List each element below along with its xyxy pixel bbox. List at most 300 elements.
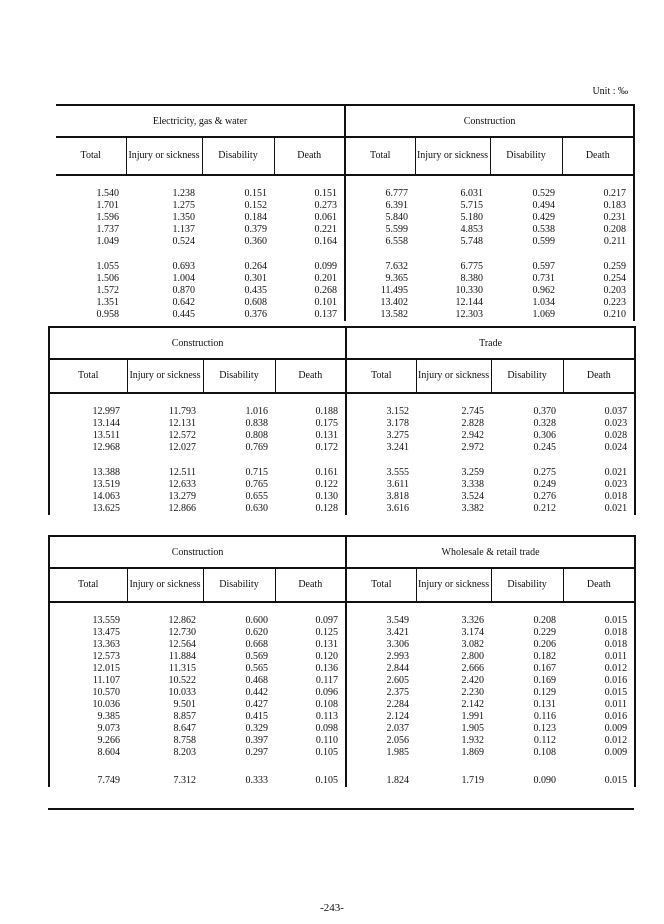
table-cell: 3.326 xyxy=(461,615,485,626)
table-cell: 1.069 xyxy=(532,309,555,320)
table-cell: 0.245 xyxy=(533,442,557,453)
table-cell: 0.105 xyxy=(275,775,346,787)
table-cell: 6.558 xyxy=(385,236,408,247)
table-cell: 0.016 xyxy=(563,711,635,723)
table-cell: 12.572 xyxy=(168,430,196,441)
table-cell: 0.131 xyxy=(533,699,557,710)
table-bottom-rule xyxy=(48,808,634,810)
table-cell: 0.101 xyxy=(274,297,345,309)
table-cell: 0.105 xyxy=(275,747,346,759)
table-cell: 13.279 xyxy=(168,491,196,502)
table-cell: 5.715 xyxy=(460,200,483,211)
table-cell: 3.549 xyxy=(386,615,410,626)
table-cell: 12.564 xyxy=(168,639,196,650)
table-row xyxy=(49,735,635,747)
table-row xyxy=(49,418,635,430)
table-cell: 0.116 xyxy=(533,711,557,722)
table-row xyxy=(49,406,635,418)
table-cell: 0.011 xyxy=(563,651,635,663)
table-panel-1 xyxy=(56,104,635,321)
table-cell: 8.203 xyxy=(173,747,196,758)
table-cell: 10.570 xyxy=(49,687,127,699)
col-injury: Injury or sickness xyxy=(415,137,490,175)
table-cell: 2.800 xyxy=(461,651,485,662)
panel-1-right-title: Construction xyxy=(345,105,634,137)
table-cell: 3.616 xyxy=(386,503,410,514)
table-cell: 0.765 xyxy=(245,479,268,490)
table-row xyxy=(49,430,635,442)
table-cell: 12.573 xyxy=(49,651,127,663)
table-cell: 5.748 xyxy=(460,236,483,247)
table-row xyxy=(49,479,635,491)
table-cell: 0.838 xyxy=(245,418,268,429)
table-row xyxy=(56,212,634,224)
col-disability: Disability xyxy=(202,137,274,175)
col-total: Total xyxy=(346,359,416,393)
table-cell: 0.445 xyxy=(172,309,195,320)
table-cell: 2.056 xyxy=(386,735,410,746)
table-row xyxy=(49,711,635,723)
table-cell: 0.110 xyxy=(275,735,346,747)
table-cell: 0.012 xyxy=(563,735,635,747)
table-cell: 0.415 xyxy=(245,711,268,722)
table-cell: 3.818 xyxy=(386,491,410,502)
table-row xyxy=(49,442,635,454)
table-row xyxy=(56,236,634,248)
table-cell: 0.201 xyxy=(274,273,345,285)
table-cell: 0.264 xyxy=(244,261,267,272)
table-cell: 0.221 xyxy=(274,224,345,236)
table-cell: 13.511 xyxy=(49,430,127,442)
table-cell: 2.124 xyxy=(386,711,410,722)
table-row xyxy=(49,627,635,639)
table-cell: 9.501 xyxy=(173,699,196,710)
table-cell: 0.731 xyxy=(532,273,555,284)
table-cell: 5.599 xyxy=(385,224,408,235)
table-row xyxy=(49,723,635,735)
table-cell: 0.172 xyxy=(275,442,346,454)
table-cell: 0.276 xyxy=(533,491,557,502)
table-cell: 13.625 xyxy=(49,503,127,515)
spacer-row xyxy=(49,393,635,406)
table-row xyxy=(56,200,634,212)
table-cell: 0.169 xyxy=(533,675,557,686)
col-injury: Injury or sickness xyxy=(416,568,491,602)
table-cell: 0.376 xyxy=(244,309,267,320)
table-cell: 0.211 xyxy=(562,236,634,248)
table-cell: 0.097 xyxy=(275,615,346,627)
table-cell: 0.137 xyxy=(274,309,345,321)
table-cell: 0.015 xyxy=(563,615,635,627)
table-cell: 12.862 xyxy=(168,615,196,626)
group-gap-row xyxy=(49,454,635,467)
table-cell: 0.024 xyxy=(563,442,635,454)
table-row xyxy=(49,675,635,687)
table-cell: 0.524 xyxy=(172,236,195,247)
table-cell: 0.208 xyxy=(562,224,634,236)
table-cell: 2.420 xyxy=(461,675,485,686)
table-cell: 0.108 xyxy=(533,747,557,758)
table-cell: 0.223 xyxy=(562,297,634,309)
table-cell: 0.642 xyxy=(172,297,195,308)
table-row xyxy=(56,273,634,285)
table-cell: 1.137 xyxy=(172,224,195,235)
table-cell: 0.009 xyxy=(563,747,635,759)
table-cell: 0.565 xyxy=(245,663,268,674)
table-cell: 0.435 xyxy=(244,285,267,296)
table-cell: 12.511 xyxy=(168,467,196,478)
table-cell: 0.259 xyxy=(562,261,634,273)
table-cell: 0.016 xyxy=(563,675,635,687)
table-cell: 0.117 xyxy=(275,675,346,687)
table-cell: 3.524 xyxy=(461,491,485,502)
table-cell: 0.597 xyxy=(532,261,555,272)
table-cell: 1.506 xyxy=(96,273,119,284)
table-cell: 0.128 xyxy=(275,503,346,515)
table-cell: 13.519 xyxy=(49,479,127,491)
panel-3-body xyxy=(49,602,635,787)
table-cell: 0.429 xyxy=(532,212,555,223)
table-cell: 0.021 xyxy=(563,503,635,515)
table-cell: 0.668 xyxy=(245,639,268,650)
table-cell: 0.061 xyxy=(274,212,345,224)
table-cell: 9.266 xyxy=(49,735,127,747)
table-cell: 0.379 xyxy=(244,224,267,235)
table-cell: 0.529 xyxy=(532,188,555,199)
table-cell: 7.632 xyxy=(385,261,408,272)
table-cell: 1.869 xyxy=(461,747,485,758)
table-cell: 12.866 xyxy=(168,503,196,514)
table-cell: 12.968 xyxy=(49,442,127,454)
table-row xyxy=(56,309,634,321)
col-total: Total xyxy=(49,359,127,393)
col-total: Total xyxy=(345,137,415,175)
panel-2-left-title: Construction xyxy=(49,327,346,359)
table-cell: 2.284 xyxy=(386,699,410,710)
table-cell: 0.599 xyxy=(532,236,555,247)
table-cell: 10.522 xyxy=(168,675,196,686)
table-cell: 11.495 xyxy=(380,285,408,296)
table-cell: 0.023 xyxy=(563,418,635,430)
col-total: Total xyxy=(56,137,126,175)
table-cell: 0.018 xyxy=(563,627,635,639)
table-cell: 0.184 xyxy=(244,212,267,223)
table-cell: 0.538 xyxy=(532,224,555,235)
table-cell: 2.745 xyxy=(461,406,485,417)
table-cell: 0.099 xyxy=(274,261,345,273)
table-row xyxy=(49,687,635,699)
table-cell: 0.608 xyxy=(244,297,267,308)
col-injury: Injury or sickness xyxy=(416,359,491,393)
table-row xyxy=(56,285,634,297)
table-cell: 0.028 xyxy=(563,430,635,442)
table-cell: 1.004 xyxy=(172,273,195,284)
table-cell: 2.942 xyxy=(461,430,485,441)
table-cell: 10.330 xyxy=(455,285,483,296)
col-disability: Disability xyxy=(490,137,562,175)
table-cell: 0.273 xyxy=(274,200,345,212)
table-cell: 13.559 xyxy=(49,615,127,627)
col-total: Total xyxy=(346,568,416,602)
table-row xyxy=(49,699,635,711)
table-panel-3 xyxy=(48,535,636,787)
table-cell: 3.174 xyxy=(461,627,485,638)
table-cell: 2.375 xyxy=(386,687,410,698)
table-row xyxy=(56,297,634,309)
table-cell: 3.421 xyxy=(386,627,410,638)
table-cell: 5.180 xyxy=(460,212,483,223)
table-cell: 1.275 xyxy=(172,200,195,211)
table-cell: 0.208 xyxy=(533,615,557,626)
table-cell: 12.997 xyxy=(49,406,127,418)
table-cell: 0.329 xyxy=(245,723,268,734)
table-cell: 0.655 xyxy=(245,491,268,502)
table-cell: 1.737 xyxy=(96,224,119,235)
table-cell: 2.993 xyxy=(386,651,410,662)
table-cell: 7.749 xyxy=(49,775,127,787)
table-cell: 10.033 xyxy=(168,687,196,698)
table-cell: 14.063 xyxy=(49,491,127,503)
table-cell: 13.363 xyxy=(49,639,127,651)
spacer-row xyxy=(56,175,634,188)
panel-3-right-title: Wholesale & retail trade xyxy=(346,536,635,568)
table-row xyxy=(49,503,635,515)
table-cell: 0.161 xyxy=(275,467,346,479)
table-cell: 2.844 xyxy=(386,663,410,674)
table-cell: 0.011 xyxy=(563,699,635,711)
table-cell: 0.217 xyxy=(562,188,634,200)
table-cell: 0.268 xyxy=(274,285,345,297)
panel-1-left-title: Electricity, gas & water xyxy=(56,105,345,137)
table-cell: 0.130 xyxy=(275,491,346,503)
table-cell: 0.442 xyxy=(245,687,268,698)
table-row xyxy=(56,261,634,273)
table-cell: 13.582 xyxy=(380,309,408,320)
table-cell: 13.402 xyxy=(380,297,408,308)
group-gap-row xyxy=(56,248,634,261)
col-disability: Disability xyxy=(203,359,275,393)
table-row xyxy=(56,188,634,200)
table-cell: 0.125 xyxy=(275,627,346,639)
table-cell: 11.884 xyxy=(168,651,196,662)
col-total: Total xyxy=(49,568,127,602)
table-cell: 0.015 xyxy=(563,775,635,787)
table-cell: 2.142 xyxy=(461,699,485,710)
unit-label: Unit : ‰ xyxy=(592,86,628,97)
table-cell: 11.315 xyxy=(168,663,196,674)
table-cell: 0.009 xyxy=(563,723,635,735)
table-cell: 0.203 xyxy=(562,285,634,297)
table-cell: 0.108 xyxy=(275,699,346,711)
table-cell: 1.034 xyxy=(532,297,555,308)
table-cell: 3.275 xyxy=(386,430,410,441)
table-cell: 0.494 xyxy=(532,200,555,211)
table-cell: 0.096 xyxy=(275,687,346,699)
table-cell: 0.468 xyxy=(245,675,268,686)
table-cell: 1.905 xyxy=(461,723,485,734)
table-cell: 0.021 xyxy=(563,467,635,479)
table-row xyxy=(49,467,635,479)
table-cell: 0.037 xyxy=(563,406,635,418)
table-cell: 0.015 xyxy=(563,687,635,699)
table-row xyxy=(49,651,635,663)
table-cell: 0.231 xyxy=(562,212,634,224)
table-row xyxy=(56,224,634,236)
table-cell: 0.715 xyxy=(245,467,268,478)
table-cell: 11.107 xyxy=(49,675,127,687)
page-number: -243- xyxy=(320,902,344,914)
table-row xyxy=(49,639,635,651)
table-row xyxy=(49,747,635,759)
table-cell: 0.182 xyxy=(533,651,557,662)
col-disability: Disability xyxy=(203,568,275,602)
table-cell: 0.275 xyxy=(533,467,557,478)
panel-1-body xyxy=(56,175,634,321)
table-cell: 0.769 xyxy=(245,442,268,453)
table-cell: 0.023 xyxy=(563,479,635,491)
table-cell: 0.120 xyxy=(275,651,346,663)
table-cell: 0.151 xyxy=(244,188,267,199)
table-cell: 3.338 xyxy=(461,479,485,490)
table-cell: 6.775 xyxy=(460,261,483,272)
col-death: Death xyxy=(562,137,634,175)
table-cell: 13.388 xyxy=(49,467,127,479)
table-cell: 5.840 xyxy=(385,212,408,223)
table-cell: 1.540 xyxy=(96,188,119,199)
table-cell: 0.620 xyxy=(245,627,268,638)
table-cell: 8.647 xyxy=(173,723,196,734)
table-row xyxy=(49,663,635,675)
table-cell: 1.824 xyxy=(386,775,410,786)
table-cell: 1.350 xyxy=(172,212,195,223)
col-injury: Injury or sickness xyxy=(127,359,203,393)
table-cell: 0.808 xyxy=(245,430,268,441)
table-cell: 0.183 xyxy=(562,200,634,212)
col-death: Death xyxy=(274,137,345,175)
col-injury: Injury or sickness xyxy=(126,137,202,175)
table-cell: 0.360 xyxy=(244,236,267,247)
table-cell: 0.167 xyxy=(533,663,557,674)
table-cell: 3.306 xyxy=(386,639,410,650)
table-cell: 0.630 xyxy=(245,503,268,514)
table-cell: 0.600 xyxy=(245,615,268,626)
table-row xyxy=(49,491,635,503)
table-cell: 1.238 xyxy=(172,188,195,199)
table-cell: 0.131 xyxy=(275,639,346,651)
table-cell: 6.391 xyxy=(385,200,408,211)
table-cell: 2.605 xyxy=(386,675,410,686)
table-cell: 3.241 xyxy=(386,442,410,453)
table-cell: 13.475 xyxy=(49,627,127,639)
table-cell: 12.633 xyxy=(168,479,196,490)
table-cell: 3.178 xyxy=(386,418,410,429)
table-cell: 7.312 xyxy=(173,775,196,786)
table-cell: 0.958 xyxy=(96,309,119,320)
table-cell: 0.397 xyxy=(245,735,268,746)
table-cell: 0.113 xyxy=(275,711,346,723)
table-cell: 0.129 xyxy=(533,687,557,698)
table-cell: 1.932 xyxy=(461,735,485,746)
table-cell: 0.249 xyxy=(533,479,557,490)
table-cell: 0.427 xyxy=(245,699,268,710)
table-cell: 12.027 xyxy=(168,442,196,453)
table-cell: 0.098 xyxy=(275,723,346,735)
table-cell: 6.777 xyxy=(385,188,408,199)
table-cell: 0.210 xyxy=(562,309,634,321)
table-cell: 3.382 xyxy=(461,503,485,514)
col-disability: Disability xyxy=(491,568,563,602)
table-cell: 12.131 xyxy=(168,418,196,429)
table-cell: 0.131 xyxy=(275,430,346,442)
table-cell: 0.136 xyxy=(275,663,346,675)
table-cell: 0.152 xyxy=(244,200,267,211)
table-cell: 1.055 xyxy=(96,261,119,272)
table-cell: 0.212 xyxy=(533,503,557,514)
group-gap-row xyxy=(49,759,635,775)
table-cell: 2.230 xyxy=(461,687,485,698)
table-cell: 12.144 xyxy=(455,297,483,308)
table-cell: 1.719 xyxy=(461,775,485,786)
table-cell: 0.112 xyxy=(533,735,557,746)
panel-2-body xyxy=(49,393,635,515)
table-cell: 1.596 xyxy=(96,212,119,223)
col-injury: Injury or sickness xyxy=(127,568,203,602)
table-cell: 2.972 xyxy=(461,442,485,453)
table-cell: 0.188 xyxy=(275,406,346,418)
table-cell: 8.604 xyxy=(49,747,127,759)
table-cell: 9.365 xyxy=(385,273,408,284)
table-cell: 0.569 xyxy=(245,651,268,662)
table-cell: 0.012 xyxy=(563,663,635,675)
table-cell: 1.985 xyxy=(386,747,410,758)
table-cell: 3.152 xyxy=(386,406,410,417)
table-cell: 1.701 xyxy=(96,200,119,211)
table-cell: 9.073 xyxy=(49,723,127,735)
panel-3-left-title: Construction xyxy=(49,536,346,568)
col-death: Death xyxy=(563,568,635,602)
table-cell: 10.036 xyxy=(49,699,127,711)
table-cell: 1.991 xyxy=(461,711,485,722)
table-cell: 6.031 xyxy=(460,188,483,199)
table-cell: 3.611 xyxy=(386,479,410,490)
col-death: Death xyxy=(563,359,635,393)
spacer-row xyxy=(49,602,635,615)
table-cell: 0.306 xyxy=(533,430,557,441)
panel-2-right-title: Trade xyxy=(346,327,635,359)
table-cell: 9.385 xyxy=(49,711,127,723)
table-cell: 12.303 xyxy=(455,309,483,320)
table-cell: 2.666 xyxy=(461,663,485,674)
table-cell: 4.853 xyxy=(460,224,483,235)
table-cell: 0.328 xyxy=(533,418,557,429)
table-cell: 2.037 xyxy=(386,723,410,734)
table-cell: 1.351 xyxy=(96,297,119,308)
table-cell: 8.857 xyxy=(173,711,196,722)
table-row xyxy=(49,615,635,627)
table-cell: 0.301 xyxy=(244,273,267,284)
table-cell: 0.122 xyxy=(275,479,346,491)
table-cell: 0.370 xyxy=(533,406,557,417)
table-cell: 3.555 xyxy=(386,467,410,478)
table-cell: 8.758 xyxy=(173,735,196,746)
table-cell: 0.693 xyxy=(172,261,195,272)
col-disability: Disability xyxy=(491,359,563,393)
table-cell: 2.828 xyxy=(461,418,485,429)
table-cell: 0.175 xyxy=(275,418,346,430)
table-cell: 0.333 xyxy=(245,775,268,786)
table-cell: 1.049 xyxy=(96,236,119,247)
table-cell: 12.730 xyxy=(168,627,196,638)
